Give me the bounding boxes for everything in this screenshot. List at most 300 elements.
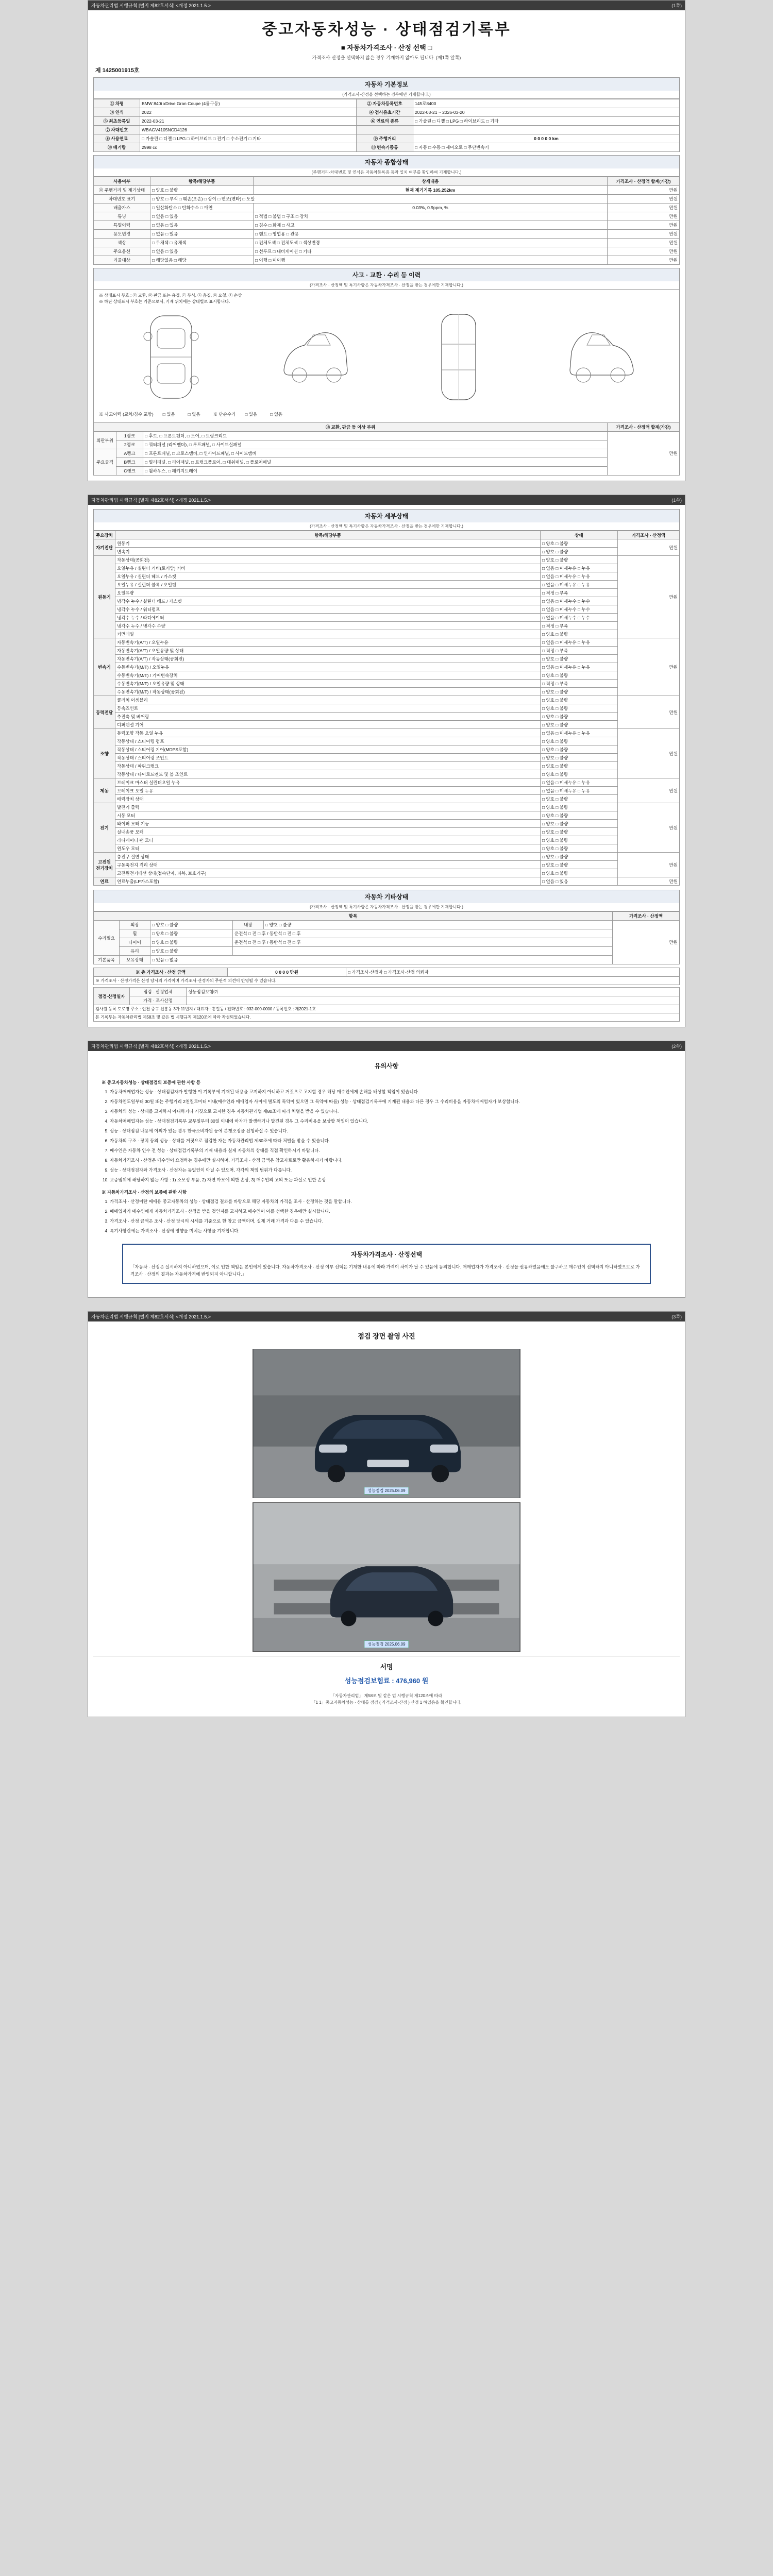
table-row	[94, 778, 680, 787]
inspection-photo-underbody	[253, 1502, 520, 1652]
item-name: 냉각수 누수 / 라디에이터	[115, 614, 541, 622]
item-state: □ 양호 □ 불량	[541, 671, 618, 680]
row-value: WBAGV4105NCD4126	[140, 126, 357, 134]
item-name: 배력장치 상태	[115, 795, 541, 803]
total-opt[interactable]: □ 가격조사·산정자 □ 가격조사·산정 의뢰자	[346, 968, 680, 977]
document-number: 제 1425001915호	[95, 67, 140, 74]
page-title: 중고자동차성능 · 상태점검기록부	[262, 21, 511, 38]
item-name: 브레이크 오일 누유	[115, 787, 541, 795]
row-name: 배출가스	[94, 204, 150, 212]
item-state: □ 양호 □ 불량	[541, 795, 618, 803]
table-row	[94, 671, 680, 680]
table-row	[94, 737, 680, 745]
group-label: 원동기	[94, 556, 115, 638]
table-row	[94, 844, 680, 853]
group-label: 제동	[94, 778, 115, 803]
row-name: 주요옵션	[94, 247, 150, 256]
item-state: □ 양호 □ 불량	[541, 688, 618, 696]
item-state: □ 없음 □ 미세누유 □ 누유	[541, 638, 618, 647]
table-row	[94, 581, 680, 589]
row-value: 2998 cc	[140, 143, 357, 152]
table-row	[94, 820, 680, 828]
page-1	[88, 0, 685, 481]
row-label: ④ 검사유효기간	[357, 108, 413, 117]
table-row	[94, 968, 680, 977]
footer-line-2: 「1 1」중고자동차성능 · 상태를 점검 ( 가격조사·산정 ) 산정 1 하였음을 확인합니다.	[311, 1700, 462, 1705]
item-name: 추진축 및 베어링	[115, 713, 541, 721]
etc-state: □ 양호 □ 불량	[150, 921, 233, 929]
table-row	[94, 605, 680, 614]
sign-row-label: 점검 · 산정업체	[130, 988, 187, 996]
signature-table	[93, 987, 680, 1022]
group-label: 고전원 전기장치	[94, 853, 115, 877]
table-row	[94, 770, 680, 778]
group-label: 조향	[94, 729, 115, 778]
list-item: 2. 매매업자가 매수인에게 자동차가격조사 · 산정을 받을 것인지를 고지하고 매수인이 이를 선택한 경우에만 실시합니다.	[110, 1208, 671, 1215]
sign-row-label: 가격 · 조사산정	[130, 996, 187, 1005]
table-row	[94, 143, 680, 152]
item-state: □ 없음 □ 미세누유 □ 누유	[541, 787, 618, 795]
footer-line-1: 「자동차관리법」 제58조 및 같은 법 시행규칙 제120조에 따라	[330, 1693, 443, 1698]
photo-timestamp-2: 성능점검 2025.06.09	[364, 1640, 409, 1648]
list-item: 4. 자동차매매업자는 성능 · 상태점검기록부 교부일부터 30일 이내에 하자가 발생하거나 발견된 경우 그 수리비용을 보상할 책임이 있습니다.	[110, 1117, 671, 1125]
list-item: 1. 가격조사 · 산정이란 매매용 중고자동차의 성능 · 상태점검 결과를 바탕으로 해당 자동차의 가격을 조사 · 산정하는 것을 말합니다.	[110, 1198, 671, 1205]
basic-info-note: (가격조사·산정을 선택하는 경우에만 기재합니다.)	[93, 91, 680, 99]
item-state: □ 적정 □ 부족	[541, 622, 618, 630]
top-disclaimer-bar-3	[88, 1041, 685, 1051]
row-detail: □ 이행 □ 미이행	[254, 256, 608, 265]
item-state: □ 양호 □ 불량	[541, 853, 618, 861]
row-value: □ 가솔린 □ 디젤 □ LPG □ 하이브리드 □ 전기 □ 수소전기 □ 기타	[140, 134, 357, 143]
car-diagram-front	[132, 308, 210, 406]
notice-title: 유의사항	[374, 1062, 399, 1070]
etc-col-price: 가격조사 · 산정액	[613, 912, 680, 921]
fee-value: 476,960 원	[396, 1676, 429, 1685]
notice-list-2	[102, 1198, 671, 1234]
etc-axis-2: 운전석 □ 전 □ 후 / 동반석 □ 전 □ 후	[233, 938, 613, 947]
table-row	[94, 638, 680, 647]
row-name: ⑫ 주행거리 및 계기상태	[94, 186, 150, 195]
table-row	[94, 762, 680, 770]
row-label: ⑩ 배기량	[94, 143, 140, 152]
table-row	[94, 256, 680, 265]
table-row	[94, 921, 680, 929]
row-price: 만원	[608, 247, 680, 256]
item-state: □ 양호 □ 불량	[541, 745, 618, 754]
parts-value: □ 쿼터패널 (리어펜더), □ 루프패널, □ 사이드실패널	[143, 440, 608, 449]
page-subtitle: ■ 자동차가격조사 · 산정 선택 □	[341, 44, 432, 52]
row-label: ⑧ 사용연료	[94, 134, 140, 143]
row-detail: □ 선루프 □ 내비게이션 □ 기타	[254, 247, 608, 256]
group-label: 전기	[94, 803, 115, 853]
item-state: □ 없음 □ 미세누유 □ 누유	[541, 663, 618, 671]
row-price: 만원	[608, 212, 680, 221]
group-label: 동력전달	[94, 696, 115, 729]
table-row	[94, 186, 680, 195]
table-row	[94, 247, 680, 256]
title-block	[88, 10, 685, 63]
group-price: 만원	[618, 853, 680, 877]
page-2	[88, 495, 685, 1027]
item-state: □ 없음 □ 미세누유 □ 누유	[541, 729, 618, 737]
item-name: 윈도우 모터	[115, 844, 541, 853]
table-row	[94, 988, 680, 996]
company-address: 검사원 등록 도로명 주소 : 인천 중구 신흥동 3가 11번지 / 대표자 : 홍길동 / 전화번호 : 032-000-0000 / 등록번호 : 제2021-1호	[94, 1005, 680, 1013]
table-row	[94, 117, 680, 126]
etc-header: 자동차 기타상태	[93, 890, 680, 903]
page-number-2: (1쪽)	[671, 498, 682, 503]
parts-rank: 2랭크	[116, 440, 143, 449]
table-row	[94, 572, 680, 581]
item-name: 작동상태 / 스티어링 기어(MDPS포함)	[115, 745, 541, 754]
table-row	[94, 787, 680, 795]
parts-value: □ 휠하우스, □ 패키지트레이	[143, 467, 608, 476]
item-name: 원동기	[115, 539, 541, 548]
overall-table	[93, 177, 680, 265]
inspection-photo-front	[253, 1349, 520, 1498]
table-row	[94, 589, 680, 597]
table-row	[94, 696, 680, 704]
group-price: 만원	[618, 556, 680, 638]
table-row	[94, 449, 680, 458]
etc-name: 보유상태	[120, 956, 150, 964]
row-name: 리콜대상	[94, 256, 150, 265]
item-name: 작동상태 / 타이로드엔드 및 볼 조인트	[115, 770, 541, 778]
table-row	[94, 548, 680, 556]
simple-repair-yes-checkbox[interactable]: □ 있음	[245, 412, 258, 417]
item-name: 연료누출(LP가스포함)	[115, 877, 541, 886]
item-name: 냉각수 누수 / 워터펌프	[115, 605, 541, 614]
table-row	[94, 195, 680, 204]
row-price: 만원	[608, 186, 680, 195]
item-name: 작동상태 / 파워크랭크	[115, 762, 541, 770]
parts-rank: C랭크	[116, 467, 143, 476]
table-row	[94, 688, 680, 696]
col-price: 가격조사 · 산정액	[618, 531, 680, 539]
item-name: 등속죠인트	[115, 704, 541, 713]
form-reference-4: 자동차관리법 시행규칙 [별지 제82호서식] <개정 2021.1.5.>	[91, 1314, 211, 1319]
table-row	[94, 221, 680, 230]
item-name: 충전구 절연 상태	[115, 853, 541, 861]
page-number: (1쪽)	[671, 3, 682, 8]
parts-category: 주요골격	[94, 449, 116, 476]
row-value: BMW 840i xDrive Gran Coupe (4륜구동)	[140, 99, 357, 108]
item-state: □ 양호 □ 불량	[541, 713, 618, 721]
item-name: 자동변속기(A/T) / 오일유량 및 상태	[115, 647, 541, 655]
list-item: 3. 자동차의 성능 · 상태를 고지하지 아니하거나 거짓으로 고지한 경우 자동차관리법 제80조에 따라 처벌을 받을 수 있습니다.	[110, 1108, 671, 1115]
row-value: 2022-03-21	[140, 117, 357, 126]
item-state: □ 양호 □ 불량	[541, 754, 618, 762]
item-state: □ 없음 □ 미세누수 □ 누수	[541, 597, 618, 605]
group-price: 만원	[618, 696, 680, 729]
item-name: 냉각수 누수 / 냉각수 수량	[115, 622, 541, 630]
parts-value: □ 프론트패널, □ 크로스맴버, □ 인사이드패널, □ 사이드맴버	[143, 449, 608, 458]
etc-state: □ 양호 □ 불량	[150, 929, 233, 938]
item-state: □ 양호 □ 불량	[541, 704, 618, 713]
parts-rank: B랭크	[116, 458, 143, 467]
group-price: 만원	[618, 729, 680, 778]
row-value: 2022	[140, 108, 357, 117]
group-price: 만원	[618, 539, 680, 556]
table-row	[94, 938, 680, 947]
notice-heading-1: ※ 중고자동차성능 · 상태점검의 보증에 관한 사항 등	[102, 1079, 201, 1085]
table-row	[94, 108, 680, 117]
item-state: □ 양호 □ 불량	[541, 696, 618, 704]
item-state: □ 양호 □ 불량	[541, 539, 618, 548]
car-diagram-side-left	[276, 308, 354, 406]
row-label: ② 자동차등록번호	[357, 99, 413, 108]
item-name: 와이퍼 모터 기능	[115, 820, 541, 828]
item-name: 오일누유 / 실린더 커버(로커암) 커버	[115, 564, 541, 572]
etc-state: □ 양호 □ 불량	[150, 947, 233, 956]
row-price: 만원	[608, 239, 680, 247]
damage-diagram-panel	[93, 290, 680, 423]
item-name: 수동변속기(M/T) / 오일누유	[115, 663, 541, 671]
table-row	[94, 1013, 680, 1022]
group-label: 연료	[94, 877, 115, 886]
diagram-legend-1: ※ 상태표시 부호 : ⓧ 교환, ⓦ 판금 또는 용접, ⓒ 부식, ⓐ 흠집, ⓤ 요철, ⓣ 손상	[99, 293, 242, 298]
table-row	[94, 869, 680, 877]
item-name: 수동변속기(M/T) / 작동상태(공회전)	[115, 688, 541, 696]
col-item-name: 항목/해당부품	[115, 531, 541, 539]
basic-info-header: 자동차 기본정보	[93, 77, 680, 91]
top-disclaimer-bar-4	[88, 1312, 685, 1321]
row-price: 만원	[608, 256, 680, 265]
col-state: 상태	[541, 531, 618, 539]
table-row	[94, 729, 680, 737]
col-price: 가격조사 · 산정액 합계(가감)	[608, 177, 680, 186]
table-header-row	[94, 177, 680, 186]
accident-yes-checkbox[interactable]: □ 있음	[162, 412, 175, 417]
table-row	[94, 622, 680, 630]
accident-header: 사고 · 교환 · 수리 등 이력	[93, 268, 680, 281]
accident-note: (가격조사 · 산정액 및 특기사항은 자동차가격조사 · 산정을 받는 경우에만 기재합니다.)	[93, 281, 680, 290]
item-state: □ 양호 □ 불량	[541, 803, 618, 811]
col-detail: 상세내용	[254, 177, 608, 186]
overall-header: 자동차 종합상태	[93, 155, 680, 168]
table-header-row	[94, 423, 680, 432]
row-option: □ 없음 □ 있음	[150, 221, 254, 230]
row-option: □ 양호 □ 부식 □ 훼손(오손) □ 상이 □ 변조(변타) □ 도말	[150, 195, 608, 204]
list-item: 7. 매수인은 자동차 인수 전 성능 · 상태점검기록부의 기재 내용과 실제 자동차의 상태를 직접 확인하시기 바랍니다.	[110, 1147, 671, 1154]
item-state: □ 적정 □ 부족	[541, 680, 618, 688]
total-note: ※ 가격조사 · 산정가격은 산정 당시의 가격이며 가격조사·산정자의 주관적 의견이 반영될 수 있습니다.	[94, 977, 680, 985]
table-row	[94, 239, 680, 247]
etc-name: 유리	[120, 947, 150, 956]
item-state: □ 양호 □ 불량	[541, 556, 618, 564]
item-name: 변속기	[115, 548, 541, 556]
etc-category: 기본품목	[94, 956, 120, 964]
inspection-fee	[93, 1672, 680, 1690]
photo-timestamp-1: 성능점검 2025.06.09	[364, 1487, 409, 1495]
etc-name: 타이어	[120, 938, 150, 947]
etc-name-2: 내장	[233, 921, 264, 929]
accident-checkboxes	[99, 409, 674, 417]
item-state: □ 양호 □ 불량	[541, 836, 618, 844]
table-row	[94, 467, 680, 476]
table-row	[94, 929, 680, 938]
item-name: 라디에이터 팬 모터	[115, 836, 541, 844]
table-row	[94, 704, 680, 713]
table-row	[94, 977, 680, 985]
item-name: 작동상태(공회전)	[115, 556, 541, 564]
total-value: 0 0 0 0 만원	[228, 968, 346, 977]
item-state: □ 양호 □ 불량	[541, 869, 618, 877]
notice-body	[88, 1051, 685, 1297]
item-name: 클러치 어셈블리	[115, 696, 541, 704]
group-label: 자기진단	[94, 539, 115, 556]
notice-list-1	[102, 1088, 671, 1183]
row-label: ⑤ 최초등록일	[94, 117, 140, 126]
total-table	[93, 968, 680, 985]
parts-price-label: 가격조사 · 산정액 합계(가감)	[608, 423, 680, 432]
table-row	[94, 947, 680, 956]
table-row	[94, 564, 680, 572]
item-state: □ 양호 □ 불량	[541, 828, 618, 836]
group-price: 만원	[618, 778, 680, 803]
item-name: 오일누유 / 실린더 블록 / 오일팬	[115, 581, 541, 589]
etc-state: □ 있음 □ 없음	[150, 956, 613, 964]
detail-table	[93, 531, 680, 886]
parts-category: 외판부위	[94, 432, 116, 449]
item-state: □ 양호 □ 불량	[541, 770, 618, 778]
item-name: 구동축전지 격리 상태	[115, 861, 541, 869]
table-row	[94, 713, 680, 721]
item-state: □ 양호 □ 불량	[541, 820, 618, 828]
car-diagram-row	[99, 308, 674, 406]
price-selection-box	[122, 1244, 651, 1284]
photo-page-body	[88, 1321, 685, 1717]
etc-empty	[233, 947, 613, 956]
parts-value: □ 후드, □ 프론트펜더, □ 도어, □ 트렁크리드	[143, 432, 608, 440]
sign-row-value: 성능점검보험㈜	[187, 988, 680, 996]
etc-axis-1: 운전석 □ 전 □ 후 / 동반석 □ 전 □ 후	[233, 929, 613, 938]
footer-note	[93, 1690, 680, 1711]
item-state: □ 양호 □ 불량	[541, 861, 618, 869]
etc-note: (가격조사 · 산정액 및 특기사항은 자동차가격조사 · 산정을 받는 경우에만 기재합니다.)	[93, 903, 680, 911]
table-row	[94, 721, 680, 729]
basic-info-table	[93, 99, 680, 152]
table-row	[94, 440, 680, 449]
item-name: 고전원전기배선 상태(접속단자, 피복, 보호기구)	[115, 869, 541, 877]
page-subnote: 가격조사·산정을 선택하지 않은 경우 기재하지 않아도 됩니다. (제1쪽 앞쪽)	[312, 55, 461, 60]
list-item: 1. 자동차매매업자는 성능 · 상태점검자가 발행한 이 기록부에 기재된 내용을 고지하지 아니하고 거짓으로 고지할 경우 해당 매수인에게 손해를 배상할 책임이 있습니다.	[110, 1088, 671, 1095]
page-3	[88, 1041, 685, 1298]
row-price: 만원	[608, 221, 680, 230]
item-state: □ 적정 □ 부족	[541, 589, 618, 597]
row-value: 145로8400	[413, 99, 680, 108]
row-label: ⑥ 연료의 종류	[357, 117, 413, 126]
table-row	[94, 836, 680, 844]
form-reference-3: 자동차관리법 시행규칙 [별지 제82호서식] <개정 2021.1.5.>	[91, 1044, 211, 1049]
row-detail: 0.03%, 0.9ppm, %	[254, 204, 608, 212]
etc-price: 만원	[613, 921, 680, 964]
etc-table	[93, 911, 680, 964]
table-row	[94, 630, 680, 638]
row-label: ① 차명	[94, 99, 140, 108]
table-row	[94, 647, 680, 655]
item-state: □ 없음 □ 미세누유 □ 누유	[541, 572, 618, 581]
simple-repair-no-checkbox[interactable]: □ 없음	[270, 412, 283, 417]
list-item: 5. 성능 · 상태점검 내용에 이의가 있는 경우 한국소비자원 등에 분쟁조정을 신청하실 수 있습니다.	[110, 1127, 671, 1134]
table-header-row	[94, 912, 680, 921]
table-row	[94, 996, 680, 1005]
row-value: □ 가솔린 □ 디젤 □ LPG □ 하이브리드 □ 기타	[413, 117, 680, 126]
table-row	[94, 680, 680, 688]
list-item: 9. 성능 · 상태점검자와 가격조사 · 산정자는 동일인이 아닐 수 있으며, 각각의 책임 범위가 다릅니다.	[110, 1166, 671, 1174]
table-row	[94, 828, 680, 836]
item-name: 디퍼렌셜 기어	[115, 721, 541, 729]
price-selection-text: 「자동차 · 산정은 실시하지 아니하였으며, 이로 인한 책임은 본인에게 있습니다. 자동차가격조사 · 산정 여부 선택은 기재한 내용에 따라 가격이 차이가 날 수 있음에 동의합니다. 매매업자가 가격조사 · 산정을 권유하였음에도 불구하고 매수인이 선택하지 아니하였으므로 가격조사 · 산정의 결과는 자동차가격에 반영되지 아니합니다.」	[130, 1264, 640, 1277]
row-value: 2022-03-21 ~ 2026-03-20	[413, 108, 680, 117]
item-name: 시동 모터	[115, 811, 541, 820]
group-price: 만원	[618, 638, 680, 696]
fee-label: 성능점검보험료 :	[344, 1676, 394, 1685]
row-detail: □ 침수 □ 화재 □ 사고	[254, 221, 608, 230]
car-diagram-side-right	[564, 308, 641, 406]
row-detail: □ 전체도색 □ 전체도색 □ 색상변경	[254, 239, 608, 247]
notice-heading-2: ※ 자동차가격조사 · 산정의 보증에 관한 사항	[102, 1189, 187, 1195]
form-reference: 자동차관리법 시행규칙 [별지 제82호서식] <개정 2021.1.5.>	[91, 3, 211, 8]
item-name: 자동변속기(A/T) / 작동상태(공회전)	[115, 655, 541, 663]
row-value: □ 자동 □ 수동 □ 세미오토 □ 무단변속기	[413, 143, 680, 152]
etc-col-item: 항목	[94, 912, 613, 921]
row-name: 특별이력	[94, 221, 150, 230]
list-item: 8. 자동차가격조사 · 산정은 매수인이 요청하는 경우에만 실시하며, 가격조사 · 산정 금액은 참고자료로만 활용하시기 바랍니다.	[110, 1157, 671, 1164]
simple-repair-label: ※ 단순수리	[213, 412, 236, 417]
row-name: 용도변경	[94, 230, 150, 239]
table-row	[94, 126, 680, 134]
row-price: 만원	[608, 195, 680, 204]
row-option: □ 해당없음 □ 해당	[150, 256, 254, 265]
item-state: □ 양호 □ 불량	[541, 655, 618, 663]
row-option: □ 양호 □ 불량	[150, 186, 254, 195]
item-name: 동력조향 작동 오일 누유	[115, 729, 541, 737]
item-name: 냉각수 누수 / 실린더 헤드 / 가스켓	[115, 597, 541, 605]
parts-value: □ 필러패널, □ 리어패널, □ 트렁크플로어, □ 대쉬패널, □ 플로어패널	[143, 458, 608, 467]
item-state: □ 없음 □ 미세누수 □ 누수	[541, 614, 618, 622]
accident-no-checkbox[interactable]: □ 없음	[188, 412, 200, 417]
row-price: 만원	[608, 230, 680, 239]
top-disclaimer-bar-2	[88, 495, 685, 505]
etc-category: 수리필요	[94, 921, 120, 956]
parts-title: ⑬ 교환, 판금 등 이상 부위	[94, 423, 608, 432]
table-row	[94, 655, 680, 663]
group-price: 만원	[618, 877, 680, 886]
row-label	[357, 126, 413, 134]
row-name: 차대번호 표기	[94, 195, 150, 204]
etc-state-2: □ 양호 □ 불량	[264, 921, 613, 929]
item-name: 오일유량	[115, 589, 541, 597]
item-state: □ 양호 □ 불량	[541, 630, 618, 638]
item-state: □ 없음 □ 미세누수 □ 누수	[541, 605, 618, 614]
item-name: 작동상태 / 스티어링 조인트	[115, 754, 541, 762]
row-name: 튜닝	[94, 212, 150, 221]
table-row	[94, 745, 680, 754]
list-item: 10. 보증범위에 해당하지 않는 사항 : 1) 소모성 부품, 2) 자연 마모에 의한 손상, 3) 매수인의 고의 또는 과실로 인한 손상	[110, 1176, 671, 1183]
item-state: □ 양호 □ 불량	[541, 844, 618, 853]
group-label: 변속기	[94, 638, 115, 696]
table-row	[94, 230, 680, 239]
diagram-legend-2: ※ 하단 상태표시 부호는 기준으로서, 기재 위치에는 상태별로 표시합니다.	[99, 299, 230, 304]
table-row	[94, 1005, 680, 1013]
table-row	[94, 614, 680, 622]
table-row	[94, 803, 680, 811]
parts-price: 만원	[608, 432, 680, 476]
form-reference-2: 자동차관리법 시행규칙 [별지 제82호서식] <개정 2021.1.5.>	[91, 498, 211, 503]
item-name: 커먼레일	[115, 630, 541, 638]
table-row	[94, 853, 680, 861]
